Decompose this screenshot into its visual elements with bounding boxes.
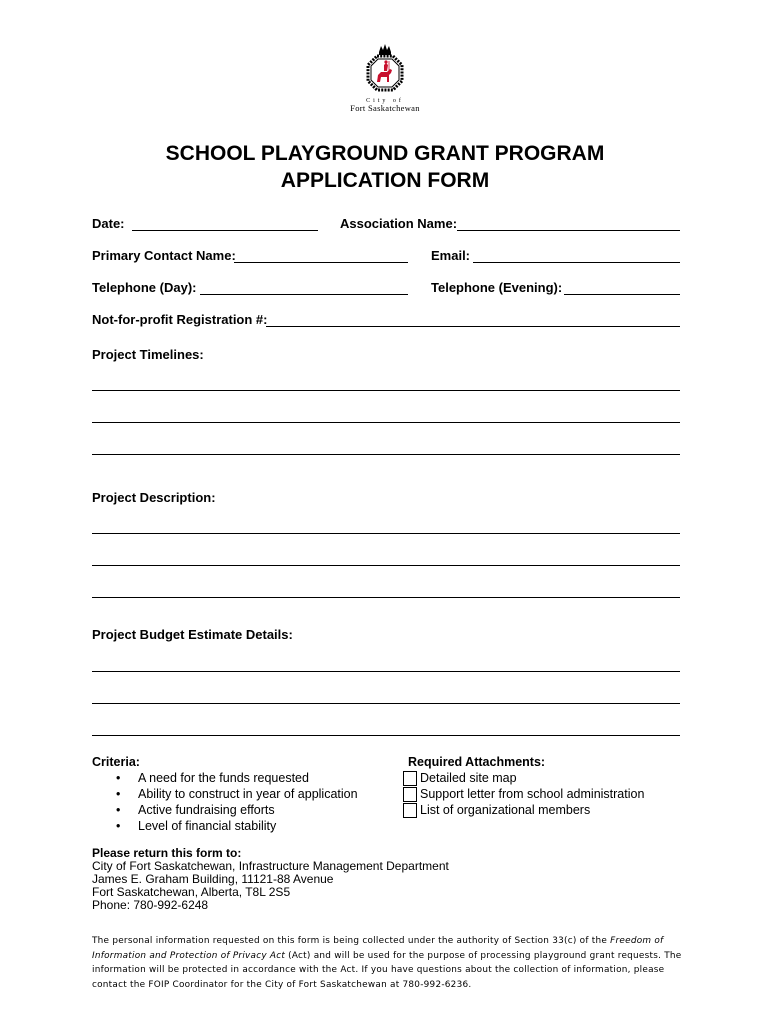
email-label: Email: xyxy=(431,248,471,263)
return-line: Fort Saskatchewan, Alberta, T8L 2S5 xyxy=(92,885,291,899)
timelines-line-3[interactable] xyxy=(92,454,680,455)
nfp-registration-label: Not-for-profit Registration #: xyxy=(92,312,268,327)
telephone-evening-label: Telephone (Evening): xyxy=(431,280,563,295)
criteria-item: • Ability to construct in year of application xyxy=(92,786,358,802)
attachment-item xyxy=(403,786,644,802)
city-crest-icon xyxy=(365,42,405,98)
attachment-item xyxy=(403,770,644,786)
budget-line-2[interactable] xyxy=(92,703,680,704)
site-map-checkbox[interactable] xyxy=(403,771,417,786)
project-description-label: Project Description: xyxy=(92,490,216,505)
description-line-2[interactable] xyxy=(92,565,680,566)
association-name-field[interactable] xyxy=(457,230,680,231)
date-field[interactable] xyxy=(132,230,318,231)
telephone-evening-field[interactable] xyxy=(564,294,680,295)
support-letter-checkbox[interactable] xyxy=(403,787,417,802)
attachment-label: List of organizational members xyxy=(420,803,591,817)
foip-text-1: The personal information requested on this form is being collected under the authority of Section 33(c) of the xyxy=(92,936,611,946)
criteria-heading: Criteria: xyxy=(92,755,140,769)
telephone-day-field[interactable] xyxy=(200,294,408,295)
city-logo xyxy=(333,42,437,118)
members-list-checkbox[interactable] xyxy=(403,803,417,818)
attachment-item xyxy=(403,802,644,818)
date-label: Date: xyxy=(92,216,125,231)
project-budget-label: Project Budget Estimate Details: xyxy=(92,627,293,642)
attachments-section xyxy=(403,754,644,818)
primary-contact-label: Primary Contact Name: xyxy=(92,248,236,263)
budget-line-3[interactable] xyxy=(92,735,680,736)
title-line-2: APPLICATION FORM xyxy=(280,169,490,192)
foip-notice xyxy=(92,934,682,992)
return-phone: Phone: 780-992-6248 xyxy=(92,898,209,912)
return-line: James E. Graham Building, 11121-88 Avenue xyxy=(92,872,334,886)
criteria-list xyxy=(92,770,358,834)
nfp-registration-field[interactable] xyxy=(266,326,680,327)
logo-city-text: City of xyxy=(366,98,404,104)
return-line: City of Fort Saskatchewan, Infrastructure Management Department xyxy=(92,859,449,873)
timelines-line-2[interactable] xyxy=(92,422,680,423)
description-line-3[interactable] xyxy=(92,597,680,598)
primary-contact-field[interactable] xyxy=(234,262,408,263)
project-timelines-label: Project Timelines: xyxy=(92,347,204,362)
description-line-1[interactable] xyxy=(92,533,680,534)
title-line-1: SCHOOL PLAYGROUND GRANT PROGRAM xyxy=(165,142,605,165)
foip-text-2: (Act) and will be used for the purpose of processing playground grant requests. The information will be protected in accordance with the Act. If you have questions about the collection of information, please contact the FOIP Coordinator for the City of Fort Saskatchewan at 780-992-6236. xyxy=(92,950,682,990)
attachments-list xyxy=(403,770,644,818)
form-title xyxy=(0,140,770,194)
criteria-section xyxy=(92,754,358,834)
criteria-item: • A need for the funds requested xyxy=(92,770,358,786)
association-name-label: Association Name: xyxy=(340,216,458,231)
return-heading: Please return this form to: xyxy=(92,846,242,860)
logo-name-text: Fort Saskatchewan xyxy=(350,103,420,113)
email-field[interactable] xyxy=(473,262,680,263)
attachment-label: Detailed site map xyxy=(420,771,517,785)
criteria-item: • Level of financial stability xyxy=(92,818,358,834)
criteria-item: • Active fundraising efforts xyxy=(92,802,358,818)
budget-line-1[interactable] xyxy=(92,671,680,672)
return-address xyxy=(92,847,449,912)
foip-act-name: Freedom of Information and Protection of Privacy Act xyxy=(92,936,664,961)
attachment-label: Support letter from school administration xyxy=(420,787,645,801)
timelines-line-1[interactable] xyxy=(92,390,680,391)
attachments-heading: Required Attachments: xyxy=(408,755,546,769)
telephone-day-label: Telephone (Day): xyxy=(92,280,197,295)
